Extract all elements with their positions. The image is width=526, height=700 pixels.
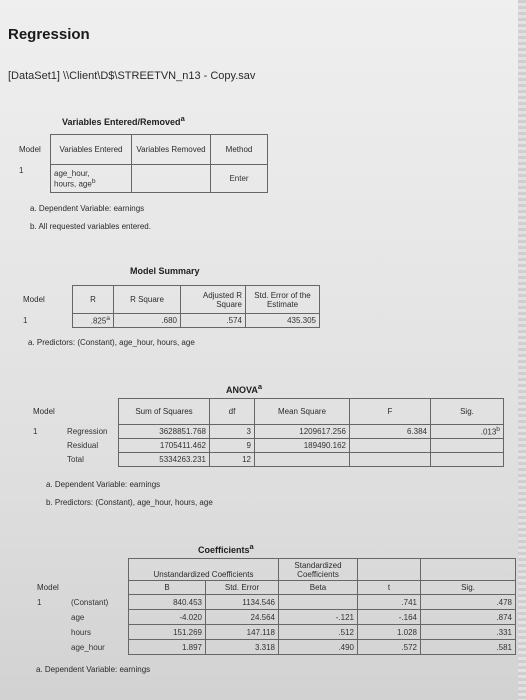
- col-variables-removed: Variables Removed: [132, 135, 211, 165]
- entered-line1: age_hour,: [54, 168, 90, 178]
- anova-title: ANOVA$^a$: [226, 382, 263, 395]
- entered-cell: [51, 165, 132, 193]
- model-number: 1: [37, 597, 42, 607]
- sig-value: [431, 439, 504, 453]
- sig-value: .874: [421, 610, 516, 625]
- t-value: .572: [358, 640, 421, 655]
- vars-entered-title: Variables Entered/Removed$^a$: [62, 114, 185, 127]
- beta-value: -.121: [279, 610, 358, 625]
- col-std-error: Std. Error of the Estimate: [246, 286, 320, 314]
- ms-value: 189490.162: [255, 439, 350, 453]
- removed-cell: [132, 165, 211, 193]
- df-value: 3: [210, 425, 255, 439]
- ms-value: 1209617.256: [255, 425, 350, 439]
- table-row: [30, 439, 504, 453]
- df-value: 9: [210, 439, 255, 453]
- anova-table: [30, 398, 504, 467]
- b-value: 151.269: [129, 625, 206, 640]
- footnote-b: b. All requested variables entered.: [30, 222, 151, 231]
- col-model: Model: [37, 583, 59, 592]
- t-value: 1.028: [358, 625, 421, 640]
- row-label: age: [71, 612, 85, 622]
- col-model: Model: [33, 407, 55, 416]
- adj-r-square-value: .574: [181, 314, 246, 328]
- ss-value: 5334263.231: [119, 453, 210, 467]
- beta-value: .512: [279, 625, 358, 640]
- table-row: [30, 453, 504, 467]
- col-adj-r-square: Adjusted R Square: [181, 286, 246, 314]
- col-beta: Beta: [279, 581, 358, 595]
- scrollbar-edge: [518, 0, 526, 700]
- col-f: F: [350, 399, 431, 425]
- col-variables-entered: Variables Entered: [51, 135, 132, 165]
- col-group-standardized: Standardized Coefficients: [279, 559, 358, 581]
- page-title: Regression: [8, 26, 90, 43]
- t-value: -.164: [358, 610, 421, 625]
- model-number: 1: [33, 427, 38, 436]
- dataset-path: [DataSet1] \\Client\D$\STREETVN_n13 - Copy.sav: [8, 70, 256, 82]
- model-number: 1: [23, 316, 28, 325]
- col-b: B: [129, 581, 206, 595]
- std-error-value: 435.305: [246, 314, 320, 328]
- col-method: Method: [211, 135, 268, 165]
- se-value: 1134.546: [206, 595, 279, 610]
- col-model: Model: [23, 295, 45, 304]
- row-label: Total: [67, 455, 84, 464]
- table-row: [34, 640, 516, 655]
- sig-value: .013$^b$: [431, 425, 504, 439]
- f-value: [350, 453, 431, 467]
- anova-footnote-b: b. Predictors: (Constant), age_hour, hours, age: [46, 498, 213, 507]
- sig-value: .331: [421, 625, 516, 640]
- beta-value: [279, 595, 358, 610]
- model-summary-title: Model Summary: [130, 266, 200, 276]
- b-value: 1.897: [129, 640, 206, 655]
- col-df: df: [210, 399, 255, 425]
- table-row: [34, 610, 516, 625]
- t-value: .741: [358, 595, 421, 610]
- b-value: -4.020: [129, 610, 206, 625]
- coefficients-table: [34, 558, 516, 655]
- method-cell: Enter: [211, 165, 268, 193]
- row-label: (Constant): [71, 597, 109, 607]
- vars-entered-table: [16, 134, 268, 193]
- col-group-unstandardized: Unstandardized Coefficients: [129, 559, 279, 581]
- col-r-square: R Square: [114, 286, 181, 314]
- sig-value: .581: [421, 640, 516, 655]
- table-row: [34, 625, 516, 640]
- sig-value: [431, 453, 504, 467]
- f-value: 6.384: [350, 425, 431, 439]
- model-summary-table: [20, 285, 320, 328]
- ss-value: 3628851.768: [119, 425, 210, 439]
- row-label: age_hour: [71, 642, 105, 652]
- entered-line2: hours, age$^b$: [54, 177, 96, 189]
- anova-footnote-a: a. Dependent Variable: earnings: [46, 480, 161, 489]
- se-value: 147.118: [206, 625, 279, 640]
- col-r: R: [73, 286, 114, 314]
- sig-value: .478: [421, 595, 516, 610]
- beta-value: .490: [279, 640, 358, 655]
- table-row: [34, 595, 516, 610]
- row-label: hours: [71, 627, 92, 637]
- col-sig: Sig.: [431, 399, 504, 425]
- coefficients-footnote: a. Dependent Variable: earnings: [36, 665, 151, 674]
- ss-value: 1705411.462: [119, 439, 210, 453]
- se-value: 3.318: [206, 640, 279, 655]
- b-value: 840.453: [129, 595, 206, 610]
- col-std-error: Std. Error: [206, 581, 279, 595]
- model-summary-footnote: a. Predictors: (Constant), age_hour, hours, age: [28, 338, 195, 347]
- col-sum-of-squares: Sum of Squares: [119, 399, 210, 425]
- row-label: Regression: [67, 427, 108, 436]
- df-value: 12: [210, 453, 255, 467]
- model-number: 1: [19, 165, 24, 175]
- col-model: Model: [19, 145, 41, 154]
- r-value: .825$^a$: [73, 314, 114, 328]
- col-t: t: [358, 581, 421, 595]
- coefficients-title: Coefficients$^a$: [198, 542, 254, 555]
- table-row: [30, 425, 504, 439]
- col-sig: Sig.: [421, 581, 516, 595]
- col-mean-square: Mean Square: [255, 399, 350, 425]
- se-value: 24.564: [206, 610, 279, 625]
- footnote-a: a. Dependent Variable: earnings: [30, 204, 145, 213]
- row-label: Residual: [67, 441, 99, 450]
- ms-value: [255, 453, 350, 467]
- r-square-value: .680: [114, 314, 181, 328]
- f-value: [350, 439, 431, 453]
